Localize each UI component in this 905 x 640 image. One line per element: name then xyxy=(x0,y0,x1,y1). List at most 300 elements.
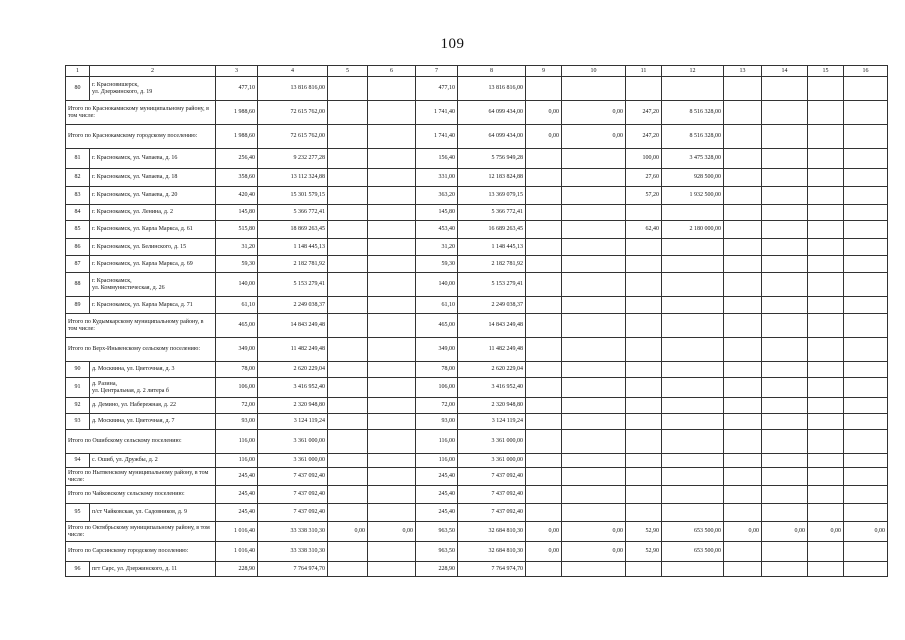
column-number-cell: 6 xyxy=(368,66,416,77)
value-cell-col-16 xyxy=(844,169,888,187)
value-cell-col-15: 0,00 xyxy=(808,522,844,542)
value-cell-col-14 xyxy=(762,454,808,468)
value-cell-col-12 xyxy=(662,562,724,577)
address-cell: г. Краснокамск, ул. Карла Маркса, д. 71 xyxy=(90,297,216,314)
table-row xyxy=(66,187,888,205)
value-cell-col-13 xyxy=(724,362,762,378)
value-cell-col-6 xyxy=(368,378,416,398)
value-cell-col-15 xyxy=(808,504,844,522)
value-cell-col-11: 57,20 xyxy=(626,187,662,205)
value-cell-col-3: 245,40 xyxy=(216,468,258,486)
value-cell-col-5 xyxy=(328,256,368,273)
value-cell-col-3: 106,00 xyxy=(216,378,258,398)
value-cell-col-15 xyxy=(808,239,844,256)
address-cell: г. Краснокамск, ул. Чапаева, д. 16 xyxy=(90,149,216,169)
value-cell-col-3: 116,00 xyxy=(216,430,258,454)
value-cell-col-7: 963,50 xyxy=(416,542,458,562)
column-number-cell: 11 xyxy=(626,66,662,77)
value-cell-col-6 xyxy=(368,486,416,504)
value-cell-col-12 xyxy=(662,378,724,398)
value-cell-col-15 xyxy=(808,314,844,338)
value-cell-col-8: 2 620 229,04 xyxy=(458,362,526,378)
value-cell-col-13 xyxy=(724,430,762,454)
value-cell-col-6 xyxy=(368,562,416,577)
value-cell-col-6 xyxy=(368,169,416,187)
value-cell-col-11 xyxy=(626,562,662,577)
value-cell-col-6 xyxy=(368,468,416,486)
value-cell-col-9 xyxy=(526,562,562,577)
address-cell: п/ст Чайковская, ул. Садовников, д. 9 xyxy=(90,504,216,522)
value-cell-col-12: 3 475 328,00 xyxy=(662,149,724,169)
value-cell-col-12 xyxy=(662,454,724,468)
value-cell-col-16 xyxy=(844,205,888,221)
subtotal-label-cell: Итого по Октябрьскому муниципальному району, в том числе: xyxy=(66,522,216,542)
value-cell-col-15 xyxy=(808,125,844,149)
value-cell-col-11 xyxy=(626,486,662,504)
value-cell-col-8: 64 099 434,00 xyxy=(458,125,526,149)
value-cell-col-11 xyxy=(626,398,662,414)
value-cell-col-4: 9 232 277,28 xyxy=(258,149,328,169)
value-cell-col-13 xyxy=(724,77,762,101)
value-cell-col-16 xyxy=(844,378,888,398)
value-cell-col-14 xyxy=(762,239,808,256)
value-cell-col-12: 928 500,00 xyxy=(662,169,724,187)
value-cell-col-4: 7 764 974,70 xyxy=(258,562,328,577)
value-cell-col-10 xyxy=(562,169,626,187)
value-cell-col-15 xyxy=(808,338,844,362)
value-cell-col-8: 13 816 816,00 xyxy=(458,77,526,101)
value-cell-col-4: 3 124 119,24 xyxy=(258,414,328,430)
value-cell-col-16 xyxy=(844,398,888,414)
value-cell-col-10 xyxy=(562,221,626,239)
value-cell-col-16 xyxy=(844,239,888,256)
value-cell-col-8: 32 684 810,30 xyxy=(458,522,526,542)
value-cell-col-11 xyxy=(626,362,662,378)
value-cell-col-11 xyxy=(626,378,662,398)
table-row xyxy=(66,273,888,297)
value-cell-col-8: 5 153 279,41 xyxy=(458,273,526,297)
value-cell-col-10 xyxy=(562,314,626,338)
value-cell-col-8: 13 369 079,15 xyxy=(458,187,526,205)
address-cell: с. Ошиб, ул. Дружбы, д. 2 xyxy=(90,454,216,468)
value-cell-col-13 xyxy=(724,486,762,504)
value-cell-col-15 xyxy=(808,273,844,297)
value-cell-col-3: 256,40 xyxy=(216,149,258,169)
value-cell-col-16 xyxy=(844,430,888,454)
value-cell-col-13 xyxy=(724,504,762,522)
value-cell-col-5 xyxy=(328,149,368,169)
value-cell-col-15 xyxy=(808,414,844,430)
value-cell-col-8: 12 183 824,88 xyxy=(458,169,526,187)
value-cell-col-15 xyxy=(808,169,844,187)
value-cell-col-16 xyxy=(844,314,888,338)
value-cell-col-13 xyxy=(724,562,762,577)
table-row xyxy=(66,169,888,187)
value-cell-col-11 xyxy=(626,273,662,297)
subtotal-row xyxy=(66,430,888,454)
value-cell-col-5 xyxy=(328,169,368,187)
value-cell-col-9 xyxy=(526,239,562,256)
value-cell-col-13 xyxy=(724,314,762,338)
value-cell-col-8: 64 099 434,00 xyxy=(458,101,526,125)
value-cell-col-16 xyxy=(844,101,888,125)
value-cell-col-15 xyxy=(808,77,844,101)
value-cell-col-11 xyxy=(626,314,662,338)
value-cell-col-10 xyxy=(562,468,626,486)
value-cell-col-8: 3 361 000,00 xyxy=(458,454,526,468)
value-cell-col-5 xyxy=(328,338,368,362)
value-cell-col-15 xyxy=(808,468,844,486)
value-cell-col-4: 33 338 310,30 xyxy=(258,542,328,562)
table-row xyxy=(66,205,888,221)
value-cell-col-12: 2 180 000,00 xyxy=(662,221,724,239)
value-cell-col-3: 1 016,40 xyxy=(216,522,258,542)
value-cell-col-5 xyxy=(328,77,368,101)
value-cell-col-6 xyxy=(368,101,416,125)
value-cell-col-13 xyxy=(724,297,762,314)
table-body xyxy=(66,66,888,577)
value-cell-col-4: 13 816 816,00 xyxy=(258,77,328,101)
value-cell-col-6 xyxy=(368,187,416,205)
value-cell-col-11 xyxy=(626,414,662,430)
value-cell-col-9: 0,00 xyxy=(526,125,562,149)
value-cell-col-4: 3 361 000,00 xyxy=(258,430,328,454)
value-cell-col-7: 349,00 xyxy=(416,338,458,362)
value-cell-col-8: 5 756 949,28 xyxy=(458,149,526,169)
row-number-cell: 88 xyxy=(66,273,90,297)
value-cell-col-16 xyxy=(844,454,888,468)
value-cell-col-14 xyxy=(762,378,808,398)
value-cell-col-15 xyxy=(808,562,844,577)
value-cell-col-13 xyxy=(724,256,762,273)
column-number-cell: 2 xyxy=(90,66,216,77)
value-cell-col-11: 27,60 xyxy=(626,169,662,187)
value-cell-col-4: 7 437 092,40 xyxy=(258,486,328,504)
value-cell-col-6 xyxy=(368,430,416,454)
value-cell-col-13 xyxy=(724,239,762,256)
table-row xyxy=(66,362,888,378)
value-cell-col-3: 349,00 xyxy=(216,338,258,362)
value-cell-col-9 xyxy=(526,314,562,338)
value-cell-col-3: 140,00 xyxy=(216,273,258,297)
value-cell-col-14 xyxy=(762,273,808,297)
value-cell-col-4: 2 182 781,92 xyxy=(258,256,328,273)
value-cell-col-12 xyxy=(662,504,724,522)
value-cell-col-4: 33 338 310,30 xyxy=(258,522,328,542)
value-cell-col-9 xyxy=(526,205,562,221)
value-cell-col-7: 59,30 xyxy=(416,256,458,273)
value-cell-col-11 xyxy=(626,205,662,221)
value-cell-col-9 xyxy=(526,430,562,454)
address-cell: г. Красновишерск, ул. Дзержинского, д. 19 xyxy=(90,77,216,101)
value-cell-col-6 xyxy=(368,297,416,314)
value-cell-col-16 xyxy=(844,149,888,169)
value-cell-col-10 xyxy=(562,205,626,221)
value-cell-col-16 xyxy=(844,414,888,430)
value-cell-col-16: 0,00 xyxy=(844,522,888,542)
value-cell-col-10 xyxy=(562,504,626,522)
table-row xyxy=(66,454,888,468)
value-cell-col-14 xyxy=(762,338,808,362)
value-cell-col-9: 0,00 xyxy=(526,542,562,562)
column-number-cell: 4 xyxy=(258,66,328,77)
value-cell-col-7: 465,00 xyxy=(416,314,458,338)
value-cell-col-8: 16 689 263,45 xyxy=(458,221,526,239)
value-cell-col-9 xyxy=(526,414,562,430)
row-number-cell: 90 xyxy=(66,362,90,378)
value-cell-col-9 xyxy=(526,486,562,504)
column-number-cell: 8 xyxy=(458,66,526,77)
value-cell-col-8: 3 361 000,00 xyxy=(458,430,526,454)
row-number-cell: 95 xyxy=(66,504,90,522)
subtotal-label-cell: Итого по Кудымкарскому муниципальному району, в том числе: xyxy=(66,314,216,338)
value-cell-col-3: 31,20 xyxy=(216,239,258,256)
value-cell-col-7: 93,00 xyxy=(416,414,458,430)
value-cell-col-16 xyxy=(844,504,888,522)
column-number-cell: 16 xyxy=(844,66,888,77)
value-cell-col-5 xyxy=(328,101,368,125)
value-cell-col-6 xyxy=(368,205,416,221)
value-cell-col-10 xyxy=(562,338,626,362)
value-cell-col-13 xyxy=(724,187,762,205)
value-cell-col-6 xyxy=(368,362,416,378)
value-cell-col-4: 2 620 229,04 xyxy=(258,362,328,378)
row-number-cell: 86 xyxy=(66,239,90,256)
value-cell-col-4: 2 320 948,80 xyxy=(258,398,328,414)
value-cell-col-16 xyxy=(844,187,888,205)
value-cell-col-16 xyxy=(844,125,888,149)
column-number-cell: 9 xyxy=(526,66,562,77)
value-cell-col-5 xyxy=(328,362,368,378)
address-cell: г. Краснокамск, ул. Коммунистическая, д. 26 xyxy=(90,273,216,297)
value-cell-col-9: 0,00 xyxy=(526,101,562,125)
value-cell-col-5 xyxy=(328,504,368,522)
value-cell-col-8: 5 366 772,41 xyxy=(458,205,526,221)
value-cell-col-5 xyxy=(328,314,368,338)
value-cell-col-3: 245,40 xyxy=(216,504,258,522)
value-cell-col-8: 7 437 092,40 xyxy=(458,468,526,486)
address-cell: г. Краснокамск, ул. Белинского, д. 15 xyxy=(90,239,216,256)
value-cell-col-14 xyxy=(762,125,808,149)
value-cell-col-13 xyxy=(724,454,762,468)
subtotal-label-cell: Итого по Верх-Иньвенскому сельскому поселению: xyxy=(66,338,216,362)
value-cell-col-12: 8 516 328,00 xyxy=(662,125,724,149)
value-cell-col-13 xyxy=(724,414,762,430)
value-cell-col-7: 116,00 xyxy=(416,454,458,468)
value-cell-col-5 xyxy=(328,125,368,149)
value-cell-col-5 xyxy=(328,430,368,454)
subtotal-row xyxy=(66,314,888,338)
column-number-cell: 15 xyxy=(808,66,844,77)
value-cell-col-13: 0,00 xyxy=(724,522,762,542)
address-cell: г. Краснокамск, ул. Ленина, д. 2 xyxy=(90,205,216,221)
value-cell-col-12: 653 500,00 xyxy=(662,542,724,562)
value-cell-col-7: 106,00 xyxy=(416,378,458,398)
value-cell-col-5 xyxy=(328,221,368,239)
value-cell-col-15 xyxy=(808,378,844,398)
value-cell-col-6 xyxy=(368,314,416,338)
value-cell-col-6 xyxy=(368,221,416,239)
value-cell-col-11 xyxy=(626,256,662,273)
value-cell-col-3: 59,30 xyxy=(216,256,258,273)
row-number-cell: 83 xyxy=(66,187,90,205)
value-cell-col-10: 0,00 xyxy=(562,522,626,542)
table-row xyxy=(66,562,888,577)
value-cell-col-10 xyxy=(562,562,626,577)
value-cell-col-10 xyxy=(562,414,626,430)
table-row xyxy=(66,239,888,256)
value-cell-col-16 xyxy=(844,273,888,297)
value-cell-col-13 xyxy=(724,205,762,221)
value-cell-col-6 xyxy=(368,338,416,362)
value-cell-col-4: 14 843 249,48 xyxy=(258,314,328,338)
row-number-cell: 96 xyxy=(66,562,90,577)
value-cell-col-15 xyxy=(808,430,844,454)
value-cell-col-14 xyxy=(762,256,808,273)
value-cell-col-12 xyxy=(662,273,724,297)
subtotal-row xyxy=(66,101,888,125)
value-cell-col-10 xyxy=(562,256,626,273)
value-cell-col-10 xyxy=(562,486,626,504)
value-cell-col-3: 145,80 xyxy=(216,205,258,221)
value-cell-col-10: 0,00 xyxy=(562,101,626,125)
subtotal-row xyxy=(66,125,888,149)
value-cell-col-3: 1 988,60 xyxy=(216,125,258,149)
value-cell-col-16 xyxy=(844,562,888,577)
table-row xyxy=(66,414,888,430)
value-cell-col-16 xyxy=(844,468,888,486)
value-cell-col-4: 13 112 324,88 xyxy=(258,169,328,187)
value-cell-col-9 xyxy=(526,273,562,297)
value-cell-col-10 xyxy=(562,430,626,454)
value-cell-col-4: 2 249 038,37 xyxy=(258,297,328,314)
address-cell: д. Москвина, ул. Цветочная, д. 3 xyxy=(90,362,216,378)
value-cell-col-9 xyxy=(526,398,562,414)
value-cell-col-13 xyxy=(724,273,762,297)
value-cell-col-7: 363,20 xyxy=(416,187,458,205)
value-cell-col-8: 2 249 038,37 xyxy=(458,297,526,314)
value-cell-col-3: 515,80 xyxy=(216,221,258,239)
value-cell-col-9 xyxy=(526,362,562,378)
value-cell-col-12 xyxy=(662,486,724,504)
value-cell-col-15 xyxy=(808,362,844,378)
value-cell-col-7: 245,40 xyxy=(416,468,458,486)
value-cell-col-8: 2 320 948,80 xyxy=(458,398,526,414)
value-cell-col-4: 72 615 762,00 xyxy=(258,125,328,149)
value-cell-col-14 xyxy=(762,468,808,486)
value-cell-col-10 xyxy=(562,187,626,205)
value-cell-col-3: 358,60 xyxy=(216,169,258,187)
value-cell-col-14 xyxy=(762,187,808,205)
value-cell-col-14 xyxy=(762,297,808,314)
table-row xyxy=(66,221,888,239)
column-number-cell: 5 xyxy=(328,66,368,77)
housing-program-table xyxy=(65,65,888,577)
value-cell-col-9 xyxy=(526,297,562,314)
column-number-cell: 3 xyxy=(216,66,258,77)
subtotal-label-cell: Итого по Краснокамискому муниципальному району, в том числе: xyxy=(66,101,216,125)
value-cell-col-12 xyxy=(662,239,724,256)
value-cell-col-5 xyxy=(328,205,368,221)
value-cell-col-3: 1 016,40 xyxy=(216,542,258,562)
column-number-cell: 10 xyxy=(562,66,626,77)
address-cell: пгт Сарс, ул. Дзержинского, д. 11 xyxy=(90,562,216,577)
value-cell-col-12 xyxy=(662,398,724,414)
value-cell-col-11 xyxy=(626,468,662,486)
value-cell-col-11: 52,90 xyxy=(626,522,662,542)
subtotal-row xyxy=(66,486,888,504)
value-cell-col-13 xyxy=(724,149,762,169)
address-cell: г. Краснокамск, ул. Чапаева, д. 18 xyxy=(90,169,216,187)
value-cell-col-15 xyxy=(808,187,844,205)
value-cell-col-7: 963,50 xyxy=(416,522,458,542)
value-cell-col-3: 245,40 xyxy=(216,486,258,504)
value-cell-col-8: 32 684 810,30 xyxy=(458,542,526,562)
value-cell-col-12 xyxy=(662,77,724,101)
value-cell-col-3: 72,00 xyxy=(216,398,258,414)
value-cell-col-14: 0,00 xyxy=(762,522,808,542)
value-cell-col-9 xyxy=(526,221,562,239)
value-cell-col-16 xyxy=(844,297,888,314)
value-cell-col-9 xyxy=(526,468,562,486)
row-number-cell: 80 xyxy=(66,77,90,101)
table-row xyxy=(66,398,888,414)
value-cell-col-14 xyxy=(762,486,808,504)
value-cell-col-3: 228,90 xyxy=(216,562,258,577)
value-cell-col-8: 7 764 974,70 xyxy=(458,562,526,577)
value-cell-col-7: 116,00 xyxy=(416,430,458,454)
subtotal-label-cell: Итого по Ошибскому сельскому поселению: xyxy=(66,430,216,454)
value-cell-col-5 xyxy=(328,273,368,297)
subtotal-label-cell: Итого по Чайковскому сельскому поселению: xyxy=(66,486,216,504)
value-cell-col-10 xyxy=(562,273,626,297)
value-cell-col-6 xyxy=(368,542,416,562)
value-cell-col-3: 465,00 xyxy=(216,314,258,338)
value-cell-col-4: 15 301 579,15 xyxy=(258,187,328,205)
value-cell-col-5 xyxy=(328,187,368,205)
value-cell-col-9 xyxy=(526,256,562,273)
table-row xyxy=(66,297,888,314)
address-cell: д. Демино, ул. Набережная, д. 22 xyxy=(90,398,216,414)
value-cell-col-10 xyxy=(562,297,626,314)
value-cell-col-14 xyxy=(762,542,808,562)
value-cell-col-11: 62,40 xyxy=(626,221,662,239)
value-cell-col-14 xyxy=(762,149,808,169)
value-cell-col-6 xyxy=(368,256,416,273)
subtotal-row xyxy=(66,522,888,542)
subtotal-row xyxy=(66,542,888,562)
value-cell-col-11: 52,90 xyxy=(626,542,662,562)
value-cell-col-15 xyxy=(808,454,844,468)
value-cell-col-12 xyxy=(662,297,724,314)
value-cell-col-7: 61,10 xyxy=(416,297,458,314)
value-cell-col-15 xyxy=(808,486,844,504)
value-cell-col-9: 0,00 xyxy=(526,522,562,542)
value-cell-col-5: 0,00 xyxy=(328,522,368,542)
value-cell-col-8: 7 437 092,40 xyxy=(458,504,526,522)
value-cell-col-12: 8 516 328,00 xyxy=(662,101,724,125)
address-cell: д. Разина, ул. Центральная, д. 2 литера б xyxy=(90,378,216,398)
value-cell-col-12 xyxy=(662,362,724,378)
value-cell-col-14 xyxy=(762,101,808,125)
value-cell-col-14 xyxy=(762,504,808,522)
value-cell-col-4: 1 148 445,13 xyxy=(258,239,328,256)
value-cell-col-11 xyxy=(626,504,662,522)
subtotal-label-cell: Итого по Краснокамскому городскому поселению: xyxy=(66,125,216,149)
page-number: 109 xyxy=(440,36,465,52)
value-cell-col-4: 7 437 092,40 xyxy=(258,504,328,522)
value-cell-col-8: 2 182 781,92 xyxy=(458,256,526,273)
